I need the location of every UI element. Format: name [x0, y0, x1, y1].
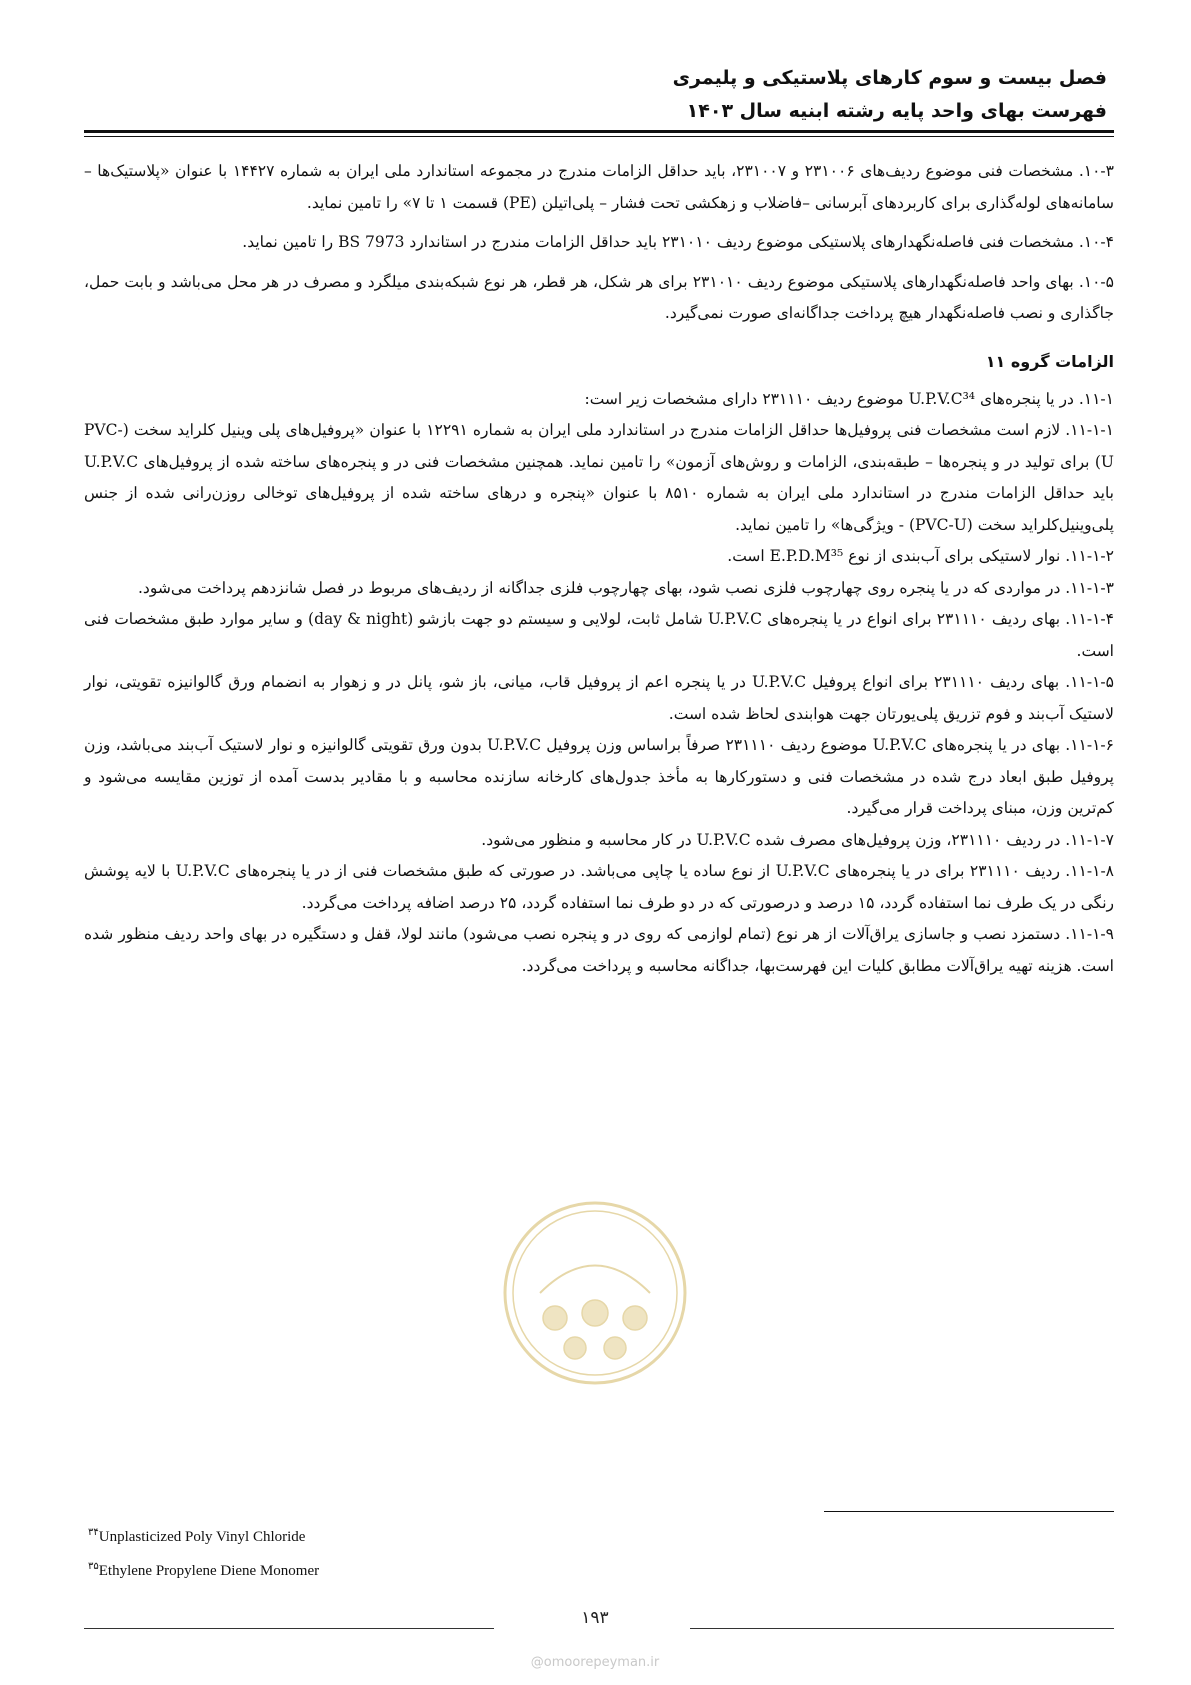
footer-rule-right — [690, 1628, 1114, 1629]
watermark-logo — [500, 1198, 690, 1388]
paragraph-10-4: ۱۰-۴. مشخصات فنی فاصله‌نگهدارهای پلاستیکی موضوع ردیف ۲۳۱۰۱۰ باید حداقل الزامات مندرج در استاندارد BS 7973 را تامین نماید. — [242, 233, 1114, 251]
item-11-1-2: ۱۱-۱-۲. نوار لاستیکی برای آب‌بندی از نوع E.P.D.M³⁵ است. — [727, 547, 1114, 565]
item-11-1-7: ۱۱-۱-۷. در ردیف ۲۳۱۱۱۰، وزن پروفیل‌های مصرف شده U.P.V.C در کار محاسبه و منظور می‌شود. — [481, 830, 1114, 849]
footnote-rule — [824, 1511, 1114, 1512]
footnote-35 — [88, 1552, 488, 1586]
footer-rule-left — [84, 1628, 494, 1629]
document-title: فهرست بهای واحد پایه رشته ابنیه سال ۱۴۰۳ — [686, 100, 1107, 122]
page-number: ۱۹۳ — [581, 1608, 609, 1628]
item-11-1-8: ۱۱-۱-۸. ردیف ۲۳۱۱۱۰ برای در یا پنجره‌های U.P.V.C از نوع ساده یا چاپی می‌باشد. در صورتی که طبق مشخصات فنی از در یا پنجره‌های U.P.V.C با لایه پوشش رنگی در یک طرف نما استفاده گردد، ۱۵ درصد و درصورتی که در دو طرف نما استفاده گردد، ۲۵ درصد اضافه پرداخت می‌گردد. — [84, 862, 1115, 912]
item-11-1-5: ۱۱-۱-۵. بهای ردیف ۲۳۱۱۱۰ برای انواع پروفیل U.P.V.C در یا پنجره اعم از پروفیل قاب، میانی، باز شو، پانل در و زهوار به انضمام ورق گالوانیزه تقویتی، نوار لاستیک آب‌بند و فوم تزریق پلی‌یورتان جهت هوابندی لحاظ شده است. — [84, 673, 1114, 723]
footnote-35-text: Ethylene Propylene Diene Monomer — [98, 1563, 320, 1579]
item-11-1-3: ۱۱-۱-۳. در مواردی که در یا پنجره روی چهارچوب فلزی نصب شود، بهای چهارچوب فلزی جداگانه از ردیف‌های مربوط در فصل شانزدهم پرداخت می‌شود. — [138, 578, 1114, 597]
item-11-1-4: ۱۱-۱-۴. بهای ردیف ۲۳۱۱۱۰ برای انواع در یا پنجره‌های U.P.V.C شامل ثابت، لولایی و سیستم دو جهت بازشو (day & night) و سایر موارد طبق مشخصات فنی است. — [84, 610, 1114, 660]
header-rule-thin — [84, 136, 1114, 137]
item-11-1-9: ۱۱-۱-۹. دستمزد نصب و جاسازی یراق‌آلات از هر نوع (تمام لوازمی که روی در و پنجره نصب می‌شود) مانند لولا، قفل و دستگیره در بهای واحد ردیف منظور شده است. هزینه تهیه یراق‌آلات مطابق کلیات این فهرست‌بها، جداگانه محاسبه و پرداخت می‌گردد. — [84, 925, 1114, 975]
footnote-34-text: Unplasticized Poly Vinyl Chloride — [98, 1529, 306, 1545]
watermark-site-text: @omoorepeyman.ir — [530, 1655, 660, 1670]
footnotes — [88, 1518, 488, 1586]
page-body — [84, 156, 1114, 982]
header-rule-thick — [84, 130, 1114, 133]
footnote-34 — [88, 1518, 488, 1552]
paragraph-10-5: ۱۰-۵. بهای واحد فاصله‌نگهدارهای پلاستیکی موضوع ردیف ۲۳۱۰۱۰ برای هر شکل، هر قطر، هر نوع شبکه‌بندی میلگرد و مصرف در هر محل می‌باشد و بابت حمل، جاگذاری و نصب فاصله‌نگهدار هیچ پرداخت جداگانه‌ای صورت نمی‌گیرد. — [84, 272, 1114, 322]
item-11-1: ۱۱-۱. در یا پنجره‌های U.P.V.C³⁴ موضوع ردیف ۲۳۱۱۱۰ دارای مشخصات زیر است: — [584, 389, 1114, 408]
chapter-title: فصل بیست و سوم کارهای پلاستیکی و پلیمری — [672, 67, 1107, 89]
paragraph-10-3: ۱۰-۳. مشخصات فنی موضوع ردیف‌های ۲۳۱۰۰۶ و ۲۳۱۰۰۷، باید حداقل الزامات مندرج در مجموعه استاندارد ملی ایران به شماره ۱۴۴۲۷ با عنوان «پلاستیک‌ها – سامانه‌های لوله‌گذاری برای کاربردهای آبرسانی –فاضلاب و زهکشی تحت فشار – پلی‌اتیلن (PE) قسمت ۱ تا ۷» را تامین نماید. — [84, 162, 1114, 212]
item-11-1-1: ۱۱-۱-۱. لازم است مشخصات فنی پروفیل‌ها حداقل الزامات مندرج در استاندارد ملی ایران به شماره ۱۲۲۹۱ با عنوان «پروفیل‌های پلی وینیل کلراید سخت (PVC-U) برای تولید در و پنجره‌ها – طبقه‌بندی، الزامات و روش‌های آزمون» را تامین نماید. همچنین مشخصات فنی در و پنجره‌های ساخته شده از پروفیل‌های U.P.V.C باید حداقل الزامات مندرج در استاندارد ملی ایران به شماره ۸۵۱۰ با عنوان «پنجره و درهای ساخته شده از پروفیل‌های توخالی روزن‌رانی شده از جنس پلی‌وینیل‌کلراید سخت (PVC-U) - ویژگی‌ها» را تامین نماید. — [84, 421, 1114, 534]
page-header — [77, 62, 1107, 128]
footnote-35-mark: ۳۵ — [88, 1561, 99, 1572]
group-11-heading: الزامات گروه ۱۱ — [985, 351, 1114, 371]
item-11-1-6: ۱۱-۱-۶. بهای در یا پنجره‌های U.P.V.C موضوع ردیف ۲۳۱۱۱۰ صرفاً براساس وزن پروفیل U.P.V.C بدون ورق تقویتی گالوانیزه و نوار لاستیک آب‌بند می‌باشد، وزن پروفیل طبق ابعاد درج شده در مشخصات فنی و دستورکارها به مأخذ جدول‌های کارخانه سازنده محاسبه و با مقادیر بدست آمده از توزین مقایسه می‌شود و کم‌ترین وزن، مبنای پرداخت قرار می‌گیرد. — [84, 736, 1114, 817]
footnote-34-mark: ۳۴ — [88, 1527, 99, 1538]
